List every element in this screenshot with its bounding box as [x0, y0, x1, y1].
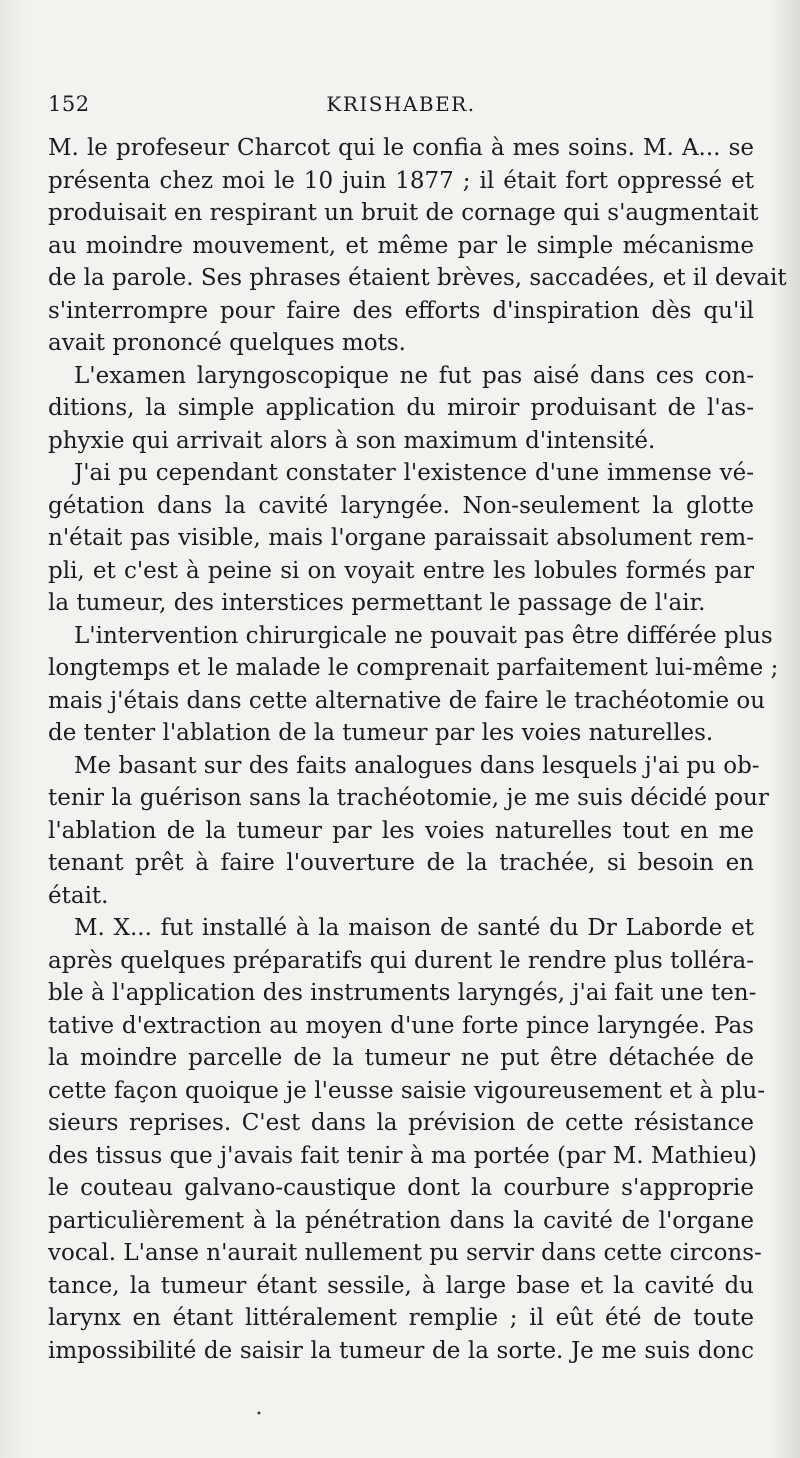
text-line: cette façon quoique je l'eusse saisie vigoureusement et à plu- — [48, 1077, 766, 1104]
text-line: vocal. L'anse n'aurait nullement pu servir dans cette circons- — [48, 1240, 762, 1266]
text-line: impossibilité de saisir la tumeur de la sorte. Je me suis donc — [48, 1337, 754, 1364]
text-line: au moindre mouvement, et même par le simple mécanisme — [48, 232, 754, 259]
text-line: après quelques préparatifs qui durent le rendre plus tolléra- — [48, 947, 754, 974]
text-line: J'ai pu cependant constater l'existence d'une immense vé- — [74, 460, 754, 486]
running-head: KRISHABER. — [326, 92, 476, 116]
text-line: particulièrement à la pénétration dans la cavité de l'organe — [48, 1207, 754, 1234]
text-line: larynx en étant littéralement remplie ; il eût été de toute — [48, 1305, 754, 1331]
text-line: ditions, la simple application du miroir produisant de l'as- — [48, 395, 754, 421]
text-line: était. — [48, 882, 109, 909]
text-line: tenant prêt à faire l'ouverture de la trachée, si besoin en — [48, 850, 754, 876]
text-line: avait prononcé quelques mots. — [48, 330, 406, 356]
text-line: tance, la tumeur étant sessile, à large base et la cavité du — [48, 1272, 754, 1299]
text-line: M. le profeseur Charcot qui le confia à mes soins. M. A... se — [48, 135, 754, 161]
text-line: L'examen laryngoscopique ne fut pas aisé dans ces con- — [74, 362, 754, 389]
page-header — [48, 92, 754, 124]
text-line: tative d'extraction au moyen d'une forte pince laryngée. Pas — [48, 1012, 754, 1039]
text-line: tenir la guérison sans la trachéotomie, je me suis décidé pour — [48, 785, 769, 811]
text-line: présenta chez moi le 10 juin 1877 ; il était fort oppressé et — [48, 167, 754, 194]
text-line: la tumeur, des interstices permettant le passage de l'air. — [48, 590, 706, 616]
text-line: M. X... fut installé à la maison de santé du Dr Laborde et — [74, 915, 754, 941]
text-line: de tenter l'ablation de la tumeur par les voies naturelles. — [48, 720, 714, 746]
text-line: produisait en respirant un bruit de cornage qui s'augmentait — [48, 200, 759, 226]
text-line: n'était pas visible, mais l'organe paraissait absolument rem- — [48, 525, 754, 551]
text-line: s'interrompre pour faire des efforts d'inspiration dès qu'il — [48, 297, 754, 324]
body-text — [48, 132, 787, 1367]
text-line: phyxie qui arrivait alors à son maximum d'intensité. — [48, 427, 656, 454]
text-line: de la parole. Ses phrases étaient brèves, saccadées, et il devait — [48, 265, 787, 291]
text-line: longtemps et le malade le comprenait parfaitement lui-même ; — [48, 655, 779, 681]
text-line: sieurs reprises. C'est dans la prévision de cette résistance — [48, 1110, 754, 1136]
text-line: Me basant sur des faits analogues dans lesquels j'ai pu ob- — [74, 752, 760, 779]
page-ornament: • — [256, 1409, 262, 1420]
page-number: 152 — [48, 92, 90, 116]
text-line: l'ablation de la tumeur par les voies naturelles tout en me — [48, 817, 754, 844]
text-line: des tissus que j'avais fait tenir à ma portée (par M. Mathieu) — [48, 1142, 758, 1169]
text-line: le couteau galvano-caustique dont la courbure s'approprie — [48, 1175, 754, 1201]
text-line: L'intervention chirurgicale ne pouvait pas être différée plus — [74, 622, 773, 649]
text-line: pli, et c'est à peine si on voyait entre les lobules formés par — [48, 557, 754, 584]
text-line: mais j'étais dans cette alternative de faire le trachéotomie ou — [48, 687, 766, 714]
text-line: la moindre parcelle de la tumeur ne put être détachée de — [48, 1045, 754, 1071]
text-line: ble à l'application des instruments laryngés, j'ai fait une ten- — [48, 980, 757, 1006]
text-line: gétation dans la cavité laryngée. Non-seulement la glotte — [48, 492, 754, 519]
